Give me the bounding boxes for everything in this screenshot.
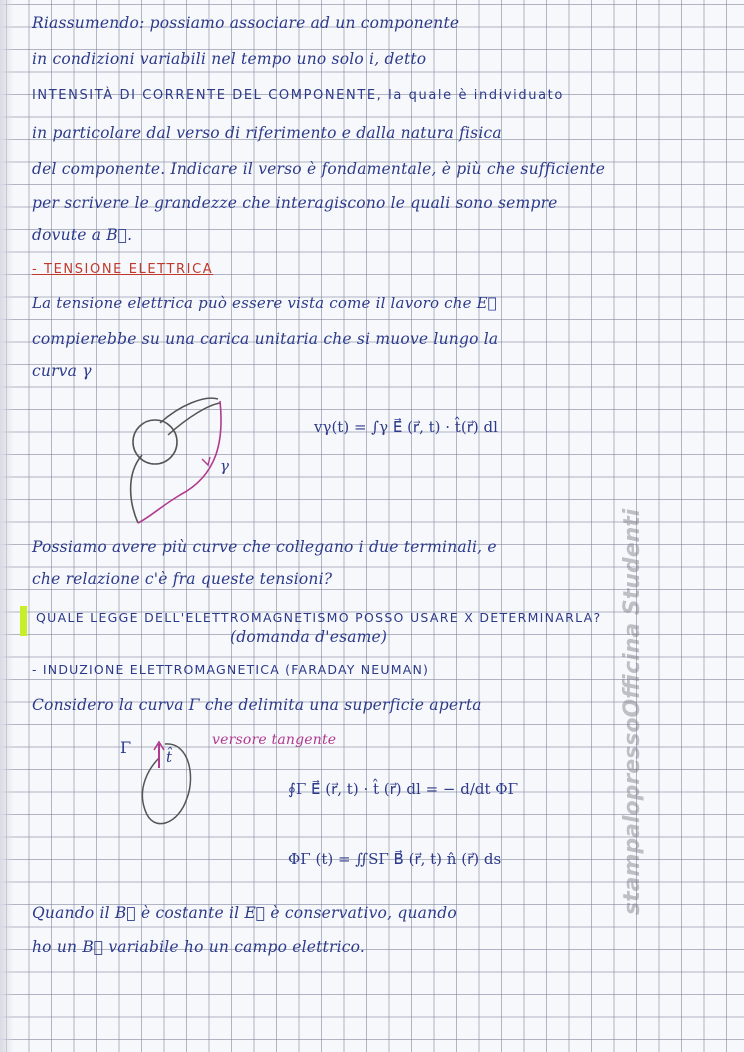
watermark: stampalopressoOfficina Studenti [620, 508, 645, 915]
highlighter-mark [20, 606, 27, 636]
exam-question: QUALE LEGGE DELL'ELETTROMAGNETISMO POSSO USARE X DETERMINARLA? [36, 610, 602, 625]
question-line-2: che relazione c'è fra queste tensioni? [32, 570, 333, 588]
faraday-formula: ∮Γ E⃗ (r⃗, t) · t̂ (r⃗) dl = − d/dt ΦΓ [288, 780, 519, 798]
tension-formula: vγ(t) = ∫γ E⃗ (r⃗, t) · t̂(r⃗) dl [314, 418, 498, 436]
tension-line-3: curva γ [32, 362, 92, 380]
text-line-4: in particolare dal verso di riferimento e dalla natura fisica [32, 124, 502, 142]
tangent-symbol: t̂ [166, 748, 173, 766]
tension-line-1: La tensione elettrica può essere vista come il lavoro che E⃗ [32, 294, 497, 312]
text-line-5: del componente. Indicare il verso è fondamentale, è più che sufficiente [32, 160, 606, 178]
text-line-3: INTENSITÀ DI CORRENTE DEL COMPONENTE, la quale è individuato [32, 88, 564, 103]
gamma-big-label: Γ [120, 738, 132, 757]
page-edge-shadow [0, 0, 14, 1052]
faraday-line: Considero la curva Γ che delimita una superficie aperta [32, 696, 482, 714]
text-line-2: in condizioni variabili nel tempo uno solo i, detto [32, 50, 427, 68]
text-line-6: per scrivere le grandezze che interagiscono le quali sono sempre [32, 194, 558, 212]
text-line-1: Riassumendo: possiamo associare ad un componente [32, 14, 460, 32]
gamma-label: γ [220, 457, 229, 475]
question-line-1: Possiamo avere più curve che collegano i due terminali, e [32, 538, 497, 556]
heading-tensione-elettrica: - TENSIONE ELETTRICA [32, 262, 214, 277]
tension-line-2: compierebbe su una carica unitaria che si muove lungo la [32, 330, 499, 348]
text-line-7: dovute a B⃗. [32, 226, 133, 244]
closing-line-1: Quando il B⃗ è costante il E⃗ è conservativo, quando [32, 904, 457, 922]
closing-line-2: ho un B⃗ variabile ho un campo elettrico. [32, 938, 366, 956]
heading-induzione-elettromagnetica: - INDUZIONE ELETTROMAGNETICA (FARADAY NEUMAN) [32, 662, 430, 677]
flux-formula: ΦΓ (t) = ∬SΓ B⃗ (r⃗, t) n̂ (r⃗) ds [288, 850, 502, 868]
exam-note: (domanda d'esame) [230, 628, 388, 646]
tangent-label: versore tangente [212, 732, 337, 748]
